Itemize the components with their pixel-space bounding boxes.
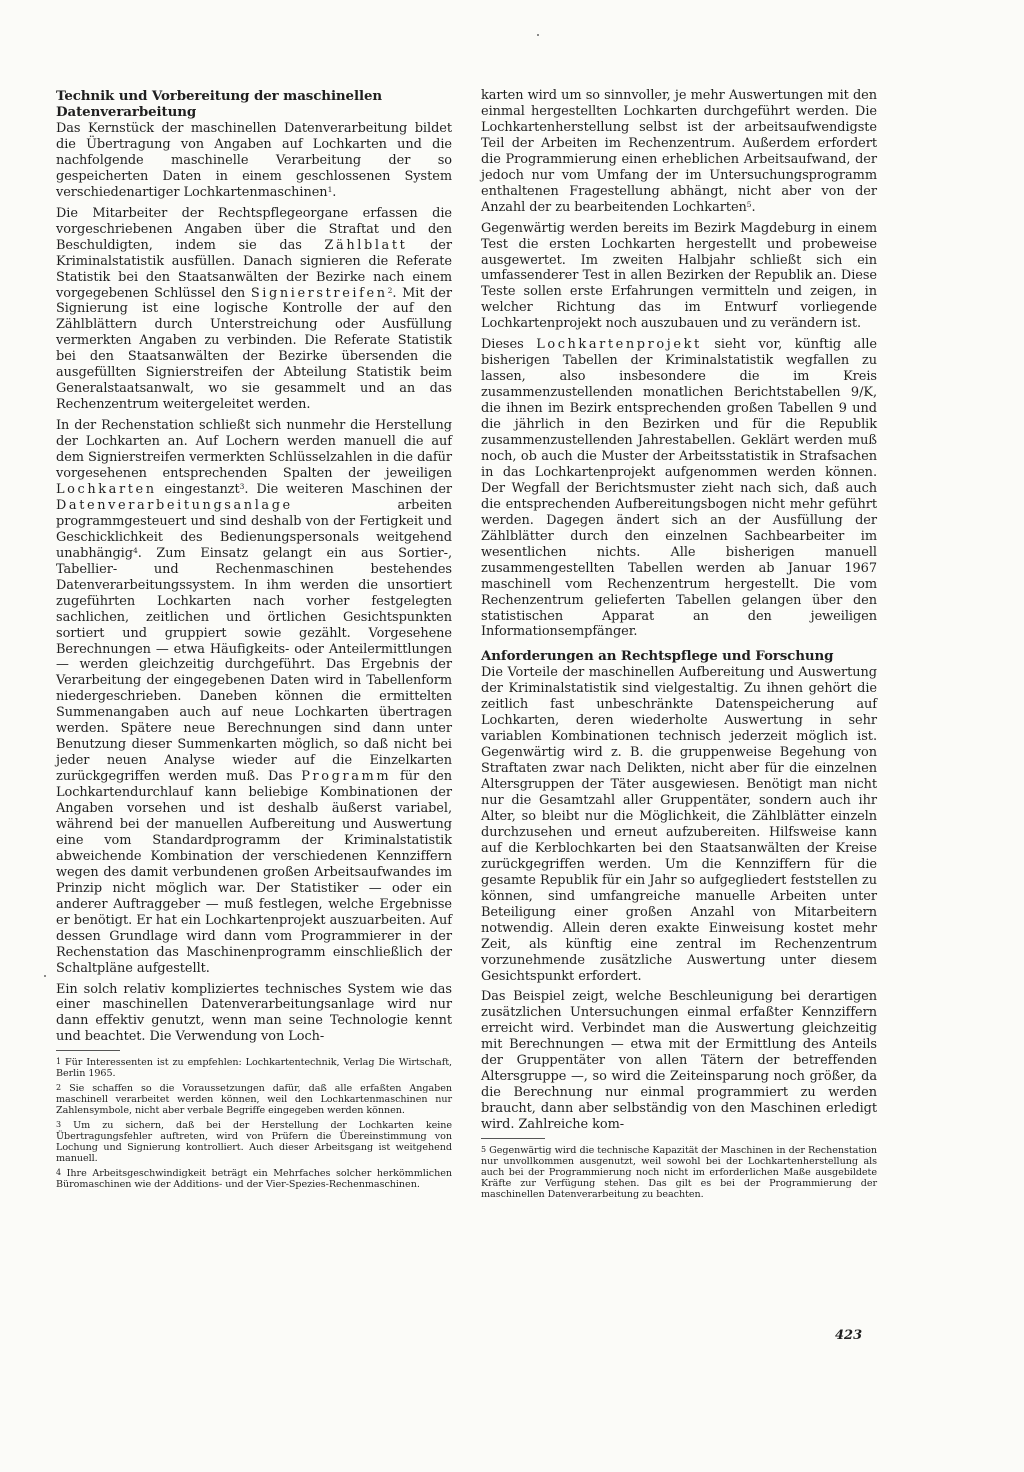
spaced-term: Programm: [301, 769, 392, 785]
scan-speck: [537, 34, 539, 36]
footnote-divider: [56, 1050, 120, 1051]
footnotes-left: [56, 1056, 452, 1190]
footnote: 2 Sie schaffen so die Voraussetzungen dafür, daß alle erfaßten Angaben maschinell verarbeitet werden können, weil den Lochkartenmaschinen nur Zahlensymbole, nicht aber verbale Begriffe eingegeben werden können.: [56, 1083, 452, 1117]
spaced-term: Zählblatt: [324, 237, 408, 253]
spaced-term: Lochkartenprojekt: [536, 337, 702, 353]
footnote: 3 Um zu sichern, daß bei der Herstellung der Lochkarten keine Übertragungsfehler auftreten, wird von Prüfern die Übereinstimmung von Lochung und Signierung kontrolliert. Auch dieser Arbeitsgang ist weitgehend manuell.: [56, 1120, 452, 1165]
footnote-divider: [481, 1138, 545, 1139]
paragraph: Ein solch relativ kompliziertes technisches System wie das einer maschinellen Datenverarbeitungsanlage wird nur dann effektiv genutzt, wenn man seine Technologie kennt und beachtet. Die Verwendung von Loch-: [56, 981, 452, 1045]
paragraph: Gegenwärtig werden bereits im Bezirk Magdeburg in einem Test die ersten Lochkarten hergestellt und probeweise ausgewertet. Im zweiten Halbjahr schließt sich ein umfassenderer Test in allen Bezirken der Republik an. Diese Teste sollen erste Erfahrungen vermitteln und zeigen, in welcher Richtung das im Entwurf vorliegende Lochkartenprojekt noch auszubauen und zu verändern ist.: [481, 220, 877, 332]
paragraph: Das Beispiel zeigt, welche Beschleunigung bei derartigen zusätzlichen Untersuchungen einmal erfaßter Kennziffern erreicht wird. Verbindet man die Auswertung gleichzeitig mit Berechnungen — etwa mit der Ermittlung des Anteils der Gruppentäter von allen Tätern der betreffenden Altersgruppe —, so wird die Zeiteinsparung noch größer, da die Berechnung nur einmal programmiert zu werden braucht, dann aber selbständig von den Maschinen erledigt wird. Zahlreiche kom-: [481, 989, 877, 1133]
spaced-term: Lochkarten: [56, 481, 157, 497]
paragraph: Die Mitarbeiter der Rechtspflegeorgane erfassen die vorgeschriebenen Angaben über die Straftat und den Beschuldigten, indem sie das Zählblatt der Kriminalstatistik ausfüllen. Danach signieren die Referate Statistik bei den Staatsanwälten der Bezirke nach einem vorgegebenen Schlüssel den Signierstreifen$^2$. Mit der Signierung ist eine logische Kontrolle der auf den Zählblättern durch Unterstreichung oder Ausfüllung vermerkten Angaben zu verbinden. Die Referate Statistik bei den Staatsanwälten der Bezirke übersenden die ausgefüllten Signierstreifen der Abteilung Statistik beim Generalstaatsanwalt, wo sie gesammelt und an das Rechenzentrum weitergeleitet werden.: [56, 205, 453, 413]
section-heading-anforderungen: Anforderungen an Rechtspflege und Forschung: [481, 648, 834, 665]
spaced-term: Datenverarbeitungsanlage: [56, 497, 293, 513]
section-heading-technik: Technik und Vorbereitung der maschinellen Datenverarbeitung: [56, 88, 383, 120]
scan-speck: [44, 975, 46, 977]
paragraph: Das Kernstück der maschinellen Datenverarbeitung bildet die Übertragung von Angaben auf Lochkarten und die nachfolgende maschinelle Verarbeitung der so gespeicherten Daten in einem geschlossenen System verschiedenartiger Lochkartenmaschinen$^1$.: [56, 121, 452, 200]
footnote: 5 Gegenwärtig wird die technische Kapazität der Maschinen in der Rechenstation nur unvollkommen ausgenutzt, weil sowohl bei der Lochkartenherstellung als auch bei der Programmierung noch nicht im erforderlichen Maße ausgebildete Kräfte zur Verfügung stehen. Das gilt es bei der Programmierung der maschinellen Datenverarbeitung zu beachten.: [481, 1145, 877, 1201]
paragraph: In der Rechenstation schließt sich nunmehr die Herstellung der Lochkarten an. Auf Lochern werden manuell die auf dem Signierstreifen vermerkten Schlüsselzahlen in die dafür vorgesehenen entsprechenden Spalten der jeweiligen Lochkarten eingestanzt$^3$. Die weiteren Maschinen der Datenverarbeitungsanlage arbeiten programmgesteuert und sind deshalb von der Fertigkeit und Geschicklichkeit des Bedienungspersonals weitgehend unabhängig$^4$. Zum Einsatz gelangt ein aus Sortier-, Tabellier- und Rechenmaschinen bestehendes Datenverarbeitungssystem. In ihm werden die unsortiert zugeführten Lochkarten nach vorher festgelegten sachlichen, zeitlichen und örtlichen Gesichtspunkten sortiert und gruppiert sowie gezählt. Vorgesehene Berechnungen — etwa Häufigkeits- oder Anteilermittlungen — werden gleichzeitig durchgeführt. Das Ergebnis der Verarbeitung der eingegebenen Daten wird in Tabellenform niedergeschrieben. Daneben können die ermittelten Summenangaben auch auf neue Lochkarten übertragen werden. Spätere neue Berechnungen sind dann unter Benutzung dieser Summenkarten möglich, so daß nicht bei jeder neuen Analyse wieder auf die Einzelkarten zurückgegriffen werden muß. Das Programm für den Lochkartendurchlauf kann beliebige Kombinationen der Angaben vorsehen und ist deshalb äußerst variabel, während bei der manuellen Aufbereitung und Auswertung eine vom Standardprogramm der Kriminalstatistik abweichende Kombination der verschiedenen Kennziffern wegen des damit verbundenen großen Arbeitsaufwandes im Prinzip nicht möglich war. Der Statistiker — oder ein anderer Auftraggeber — muß festlegen, welche Ergebnisse er benötigt. Er hat ein Lochkartenprojekt auszuarbeiten. Auf dessen Grundlage wird dann vom Programmierer in der Rechenstation das Maschinenprogramm einschließlich der Schaltpläne aufgestellt.: [56, 418, 453, 976]
paragraph: Dieses Lochkartenprojekt sieht vor, künftig alle bisherigen Tabellen der Kriminalstatistik wegfallen zu lassen, also insbesondere die im Kreis zusammenzustellenden monatlichen Berichtstabellen 9/K, die ihnen im Bezirk entsprechenden großen Tabellen 9 und die jährlich in den Bezirken und für die Republik zusammenzustellenden Jahrestabellen. Geklärt werden muß noch, ob auch die Muster der Arbeitsstatistik in Strafsachen in das Lochkartenprojekt aufgenommen werden können. Der Wegfall der Berichtsmuster zieht nach sich, daß auch die entsprechenden Aufbereitungsbogen nicht mehr geführt werden. Dagegen ändert sich an der Ausfüllung der Zählblätter durch den einzelnen Sachbearbeiter im wesentlichen nichts. Alle bisherigen manuell zusammengestellten Tabellen werden ab Januar 1967 maschinell vom Rechenzentrum hergestellt. Die vom Rechenzentrum gelieferten Tabellen gelangen über den statistischen Apparat an den jeweiligen Informationsempfänger.: [481, 337, 877, 640]
page-number: 423: [835, 1328, 863, 1343]
spaced-term: Signierstreifen: [250, 285, 388, 301]
paragraph: Die Vorteile der maschinellen Aufbereitung und Auswertung der Kriminalstatistik sind vielgestaltig. Zu ihnen gehört die zeitlich fast unbeschränkte Datenspeicherung auf Lochkarten, deren wiederholte Auswertung in sehr variablen Kombinationen technisch jederzeit möglich ist. Gegenwärtig wird z. B. die gruppenweise Begehung von Straftaten zwar nach Delikten, nicht aber für die einzelnen Altersgruppen der Täter ausgewiesen. Benötigt man nicht nur die Gesamtzahl aller Gruppentäter, sondern auch ihr Alter, so bleibt nur die Möglichkeit, die Zählblätter einzeln durchzusehen und erneut aufzubereiten. Hilfsweise kann auf die Kerblochkarten bei den Staatsanwälten der Kreise zurückgegriffen werden. Um die Kennziffern für die gesamte Republik für ein Jahr so aufgegliedert feststellen zu können, sind umfangreiche manuelle Arbeiten unter Beteiligung einer großen Anzahl von Mitarbeitern notwendig. Allein deren exakte Einweisung kostet mehr Zeit, als künftig eine zentral im Rechenzentrum vorzunehmende zusätzliche Auswertung unter diesem Gesichtspunkt erfordert.: [481, 665, 877, 984]
footnote-marker[interactable]: 4: [132, 545, 138, 555]
left-column: [56, 88, 452, 1193]
paragraph: karten wird um so sinnvoller, je mehr Auswertungen mit den einmal hergestellten Lochkarten durchgeführt werden. Die Lochkartenherstellung selbst ist der arbeitsaufwendigste Teil der Arbeiten im Rechenzentrum. Außerdem erfordert die Programmierung einen erheblichen Arbeitsaufwand, der jedoch nur vom Umfang der im Untersuchungsprogramm enthaltenen Fragestellung abhängt, nicht aber von der Anzahl der zu bearbeitenden Lochkarten$^5$.: [481, 88, 877, 215]
footnote-marker[interactable]: 5: [746, 199, 752, 209]
footnote: 1 Für Interessenten ist zu empfehlen: Lochkartentechnik, Verlag Die Wirtschaft, Berlin 1965.: [56, 1057, 452, 1080]
footnote: 4 Ihre Arbeitsgeschwindigkeit beträgt ein Mehrfaches solcher herkömmlichen Büromaschinen wie der Additions- und der Vier-Spezies-Rechenmaschinen.: [56, 1168, 452, 1191]
footnote-marker[interactable]: 1: [327, 184, 333, 194]
right-column: [481, 88, 877, 1203]
footnote-marker[interactable]: 2: [387, 285, 393, 295]
footnotes-right: [481, 1144, 877, 1200]
footnote-marker[interactable]: 3: [239, 481, 245, 491]
